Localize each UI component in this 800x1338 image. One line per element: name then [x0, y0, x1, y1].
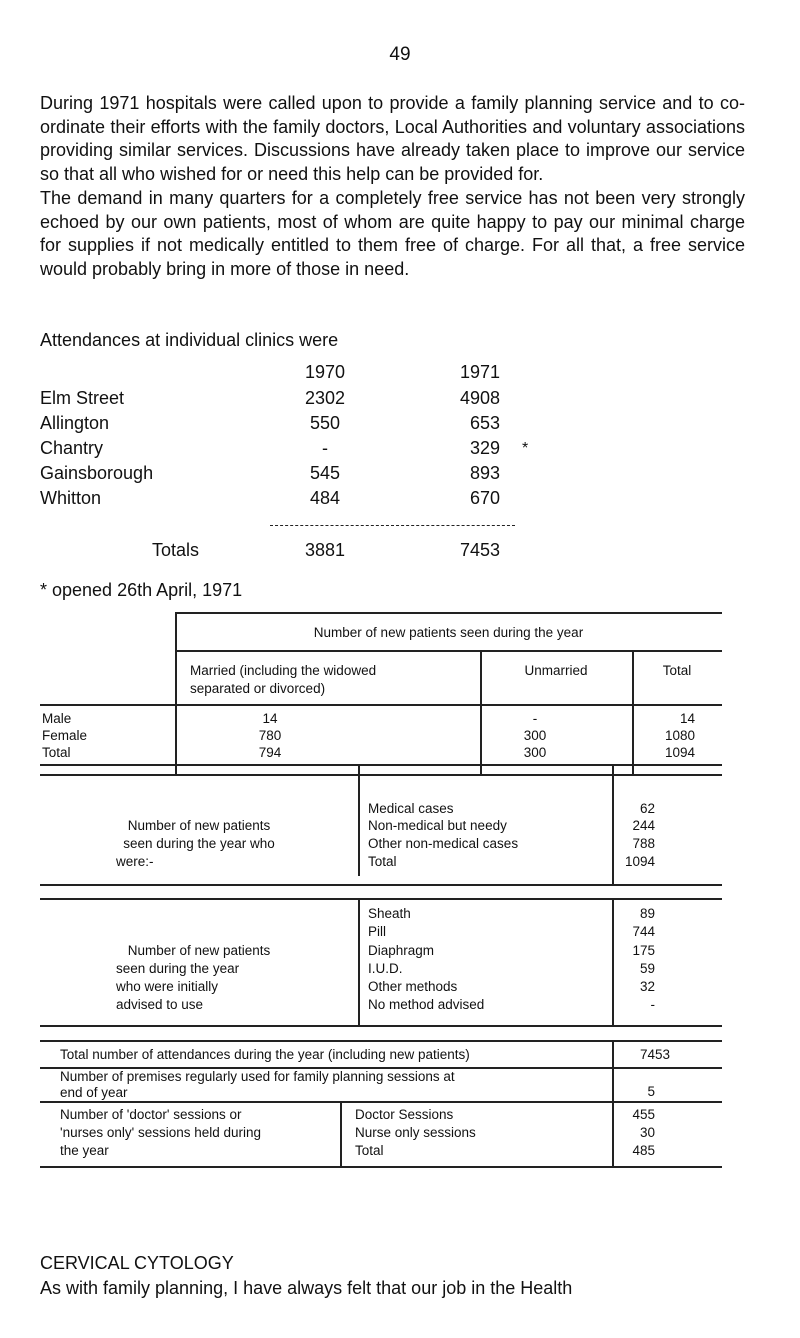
clinic-name: Whitton: [40, 488, 102, 508]
totals-rule: [270, 525, 515, 526]
session-type-value: 455: [632, 1107, 655, 1122]
category-value: 1094: [624, 854, 655, 869]
table2-label: seen during the year who: [123, 836, 275, 851]
col-married-line1: Married (including the widowed: [190, 663, 377, 678]
clinic-1970: -: [322, 438, 328, 458]
table3-label: who were initially: [116, 979, 219, 994]
total-1971: 7453: [459, 540, 500, 560]
clinic-1971: 670: [469, 488, 500, 508]
session-type-value: 485: [632, 1143, 655, 1158]
method-label: Sheath: [368, 906, 411, 921]
cell-married: 780: [258, 728, 282, 743]
row-label: Female: [42, 728, 88, 743]
total-attendances-value: 7453: [639, 1047, 670, 1062]
col-1970: 1970: [304, 362, 346, 382]
paragraph-family-planning: During 1971 hospitals were called upon to provide a family planning service and to co-ordinate their efforts with the family doctors, Local Authorities and voluntary associations providing similar services. Discussions have already taken place to improve our service so that all who wished for or need this help can be provided for.: [40, 93, 745, 184]
sessions-label: the year: [60, 1143, 109, 1158]
cell-total: 14: [679, 711, 695, 726]
category-value: 244: [632, 818, 655, 833]
method-label: Diaphragm: [368, 943, 435, 958]
clinic-name: Chantry: [40, 438, 104, 458]
page-number: 49: [389, 44, 411, 65]
cell-unmarried: 300: [523, 728, 547, 743]
clinic-1971: 893: [469, 463, 500, 483]
paragraph-free-service: The demand in many quarters for a completely free service has not been very strongly echoed by our own patients, most of whom are quite happy to pay our minimal charge for supplies if not medically entitled to them free of charge. For all that, a free service would probably bring in more of those in need.: [40, 188, 745, 279]
category-label: Medical cases: [368, 801, 454, 816]
col-1971: 1971: [459, 362, 500, 382]
footnote-marker: *: [522, 440, 529, 457]
total-attendances-label: Total number of attendances during the year (including new patients): [60, 1047, 470, 1062]
category-value: 788: [632, 836, 655, 851]
table2-label: Number of new patients: [127, 818, 271, 833]
clinic-row: [40, 463, 560, 487]
cell-unmarried: -: [532, 711, 538, 726]
clinics-year-header: [40, 362, 560, 386]
clinic-1971: 4908: [459, 388, 500, 408]
cell-married: 794: [258, 745, 282, 760]
section-heading-cervical-cytology: CERVICAL CYTOLOGY: [40, 1253, 234, 1273]
table1-title: Number of new patients seen during the year: [313, 625, 584, 640]
category-label: Non-medical but needy: [368, 818, 507, 833]
session-type-label: Nurse only sessions: [355, 1125, 476, 1140]
clinic-row: [40, 438, 560, 462]
method-value: 59: [639, 961, 655, 976]
clinic-1970: 545: [309, 463, 341, 483]
session-type-label: Total: [355, 1143, 384, 1158]
row-label: Male: [42, 711, 72, 726]
col-unmarried: Unmarried: [524, 663, 588, 678]
category-value: 62: [639, 801, 655, 816]
premises-label-line1: Number of premises regularly used for family planning sessions at: [60, 1069, 455, 1084]
cell-total: 1094: [664, 745, 695, 760]
table3-label: seen during the year: [116, 961, 240, 976]
clinic-1970: 2302: [304, 388, 346, 408]
clinics-totals-row: [40, 540, 560, 564]
method-value: 32: [639, 979, 655, 994]
clinic-1971: 653: [469, 413, 500, 433]
method-value: -: [650, 997, 655, 1012]
session-type-label: Doctor Sessions: [355, 1107, 454, 1122]
col-married-line2: separated or divorced): [190, 681, 326, 696]
total-1970: 3881: [304, 540, 346, 560]
clinic-name: Allington: [40, 413, 110, 433]
method-label: Pill: [368, 924, 387, 939]
cervical-cytology-text: As with family planning, I have always felt that our job in the Health: [40, 1278, 573, 1298]
method-value: 175: [632, 943, 655, 958]
totals-label: Totals: [152, 540, 200, 560]
clinic-row: [40, 388, 560, 412]
cell-married: 14: [262, 711, 278, 726]
table3-label: advised to use: [116, 997, 204, 1012]
clinic-name: Elm Street: [40, 388, 125, 408]
cell-unmarried: 300: [523, 745, 547, 760]
method-value: 744: [632, 924, 655, 939]
method-value: 89: [639, 906, 655, 921]
sessions-label: 'nurses only' sessions held during: [60, 1125, 262, 1140]
method-label: Other methods: [368, 979, 458, 994]
session-type-value: 30: [639, 1125, 655, 1140]
table2-label: were:-: [116, 854, 154, 869]
clinic-1971: 329: [469, 438, 500, 458]
clinic-1970: 550: [309, 413, 341, 433]
clinics-footnote: * opened 26th April, 1971: [40, 580, 243, 600]
method-label: No method advised: [368, 997, 485, 1012]
sessions-label: Number of 'doctor' sessions or: [60, 1107, 242, 1122]
category-label: Other non-medical cases: [368, 836, 519, 851]
row-label: Total: [42, 745, 71, 760]
premises-value: 5: [647, 1084, 655, 1099]
clinic-name: Gainsborough: [40, 463, 154, 483]
premises-label-line2: end of year: [60, 1085, 128, 1100]
clinic-1970: 484: [309, 488, 341, 508]
col-total: Total: [662, 663, 692, 678]
clinic-row: [40, 488, 560, 512]
category-label: Total: [368, 854, 397, 869]
table3-label: Number of new patients: [127, 943, 271, 958]
clinic-row: [40, 413, 560, 437]
cell-total: 1080: [664, 728, 695, 743]
method-label: I.U.D.: [368, 961, 403, 976]
clinics-heading: Attendances at individual clinics were: [40, 330, 339, 350]
